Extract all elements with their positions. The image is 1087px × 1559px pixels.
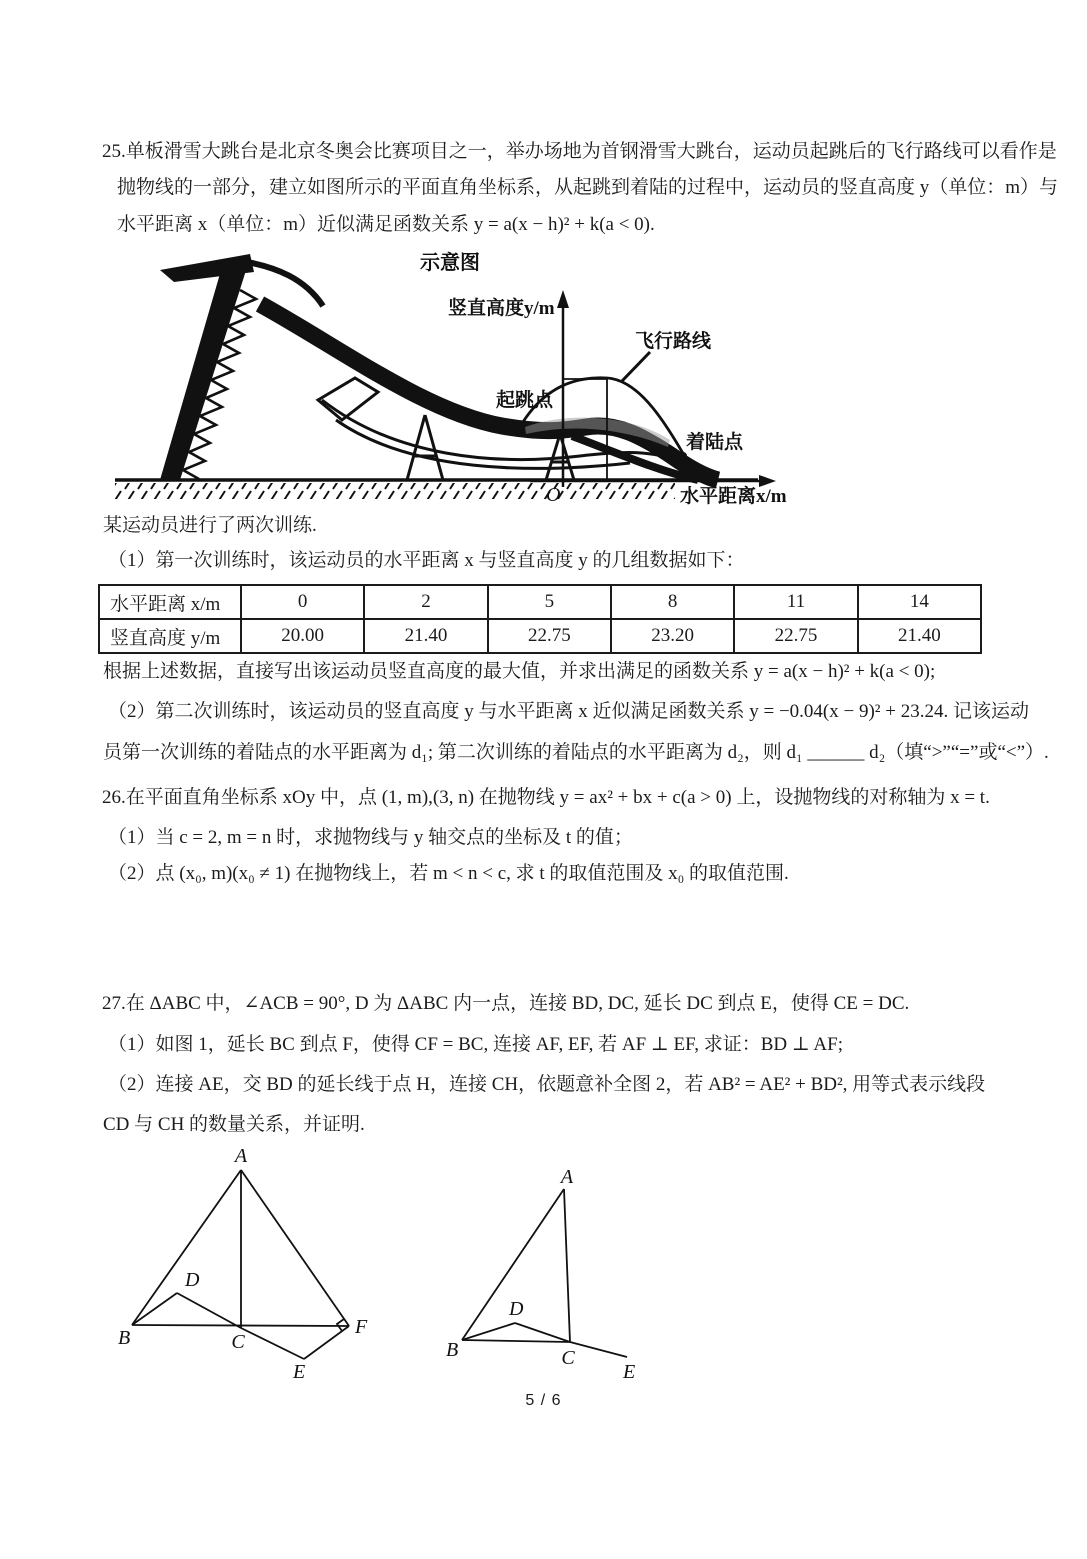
- p26-part-2: （2）点 (x₀, m)(x₀ ≠ 1) 在抛物线上，若 m < n < c, 求 t 的取值范围及 x₀ 的取值范围.: [108, 863, 789, 884]
- fig1-label-D: D: [185, 1269, 200, 1291]
- fig2-label-A: A: [560, 1170, 574, 1188]
- fig1-label-A: A: [234, 1145, 248, 1167]
- data-table: [98, 584, 982, 654]
- fig2-label-E: E: [623, 1361, 636, 1383]
- table-cell: 21.40: [858, 619, 981, 653]
- landing-point-marker: [679, 452, 687, 460]
- fig2-label-C: C: [561, 1347, 575, 1369]
- p27-part-2-line-1: （2）连接 AE，交 BD 的延长线于点 H，连接 CH，依题意补全图 2，若 AB² = AE² + BD², 用等式表示线段: [108, 1074, 986, 1095]
- table-cell: 11: [734, 585, 857, 619]
- flight-label-leader: [622, 352, 650, 381]
- origin-label: O: [546, 484, 561, 506]
- p25-part2-line-1: （2）第二次训练时，该运动员的竖直高度 y 与水平距离 x 近似满足函数关系 y = −0.04(x − 9)² + 23.24. 记该运动: [108, 701, 1029, 722]
- page-number: 5 / 6: [525, 1392, 562, 1409]
- p25-line-2: 抛物线的一部分，建立如图所示的平面直角坐标系，从起跳到着陆的过程中，运动员的竖直高度 y（单位：m）与: [117, 177, 1059, 198]
- p25-training-note: 某运动员进行了两次训练.: [103, 515, 317, 536]
- table-cell: 8: [611, 585, 734, 619]
- table-row-y: [99, 619, 981, 653]
- table-cell: 20.00: [241, 619, 364, 653]
- tower-structure: [160, 254, 323, 480]
- p27-part-2-line-2: CD 与 CH 的数量关系，并证明.: [103, 1114, 365, 1135]
- table-cell: 5: [488, 585, 611, 619]
- p26-line-1: 26.在平面直角坐标系 xOy 中，点 (1, m),(3, n) 在抛物线 y = ax² + bx + c(a > 0) 上，设抛物线的对称轴为 x = t.: [102, 787, 990, 808]
- landing-label: 着陆点: [686, 432, 744, 453]
- table-cell: 21.40: [364, 619, 487, 653]
- p25-line-3: 水平距离 x（单位：m）近似满足函数关系 y = a(x − h)² + k(a < 0).: [117, 214, 655, 235]
- fig1-label-B: B: [118, 1327, 131, 1349]
- p25-part2-line-2: 员第一次训练的着陆点的水平距离为 d₁; 第二次训练的着陆点的水平距离为 d₂，则 d₁ ______ d₂（填“>”“=”或“<”）.: [103, 742, 1049, 763]
- fig1-label-E: E: [293, 1361, 306, 1383]
- table-cell: 23.20: [611, 619, 734, 653]
- table-row-header: 竖直高度 y/m: [99, 619, 241, 653]
- y-axis-arrow-icon: [557, 290, 569, 308]
- table-cell: 14: [858, 585, 981, 619]
- ground: [115, 480, 758, 499]
- table-cell: 22.75: [734, 619, 857, 653]
- p27-part-1: （1）如图 1，延长 BC 到点 F，使得 CF = BC, 连接 AF, EF, 若 AF ⊥ EF, 求证：BD ⊥ AF;: [108, 1034, 843, 1055]
- figure-2-lines: [462, 1189, 627, 1357]
- table-cell: 2: [364, 585, 487, 619]
- fig1-label-C: C: [231, 1331, 245, 1353]
- y-axis-label: 竖直高度y/m: [448, 298, 555, 319]
- fig1-label-F: F: [355, 1316, 368, 1338]
- x-axis-label: 水平距离x/m: [680, 486, 787, 507]
- ski-jump-schematic: [110, 250, 800, 510]
- flight-path-label: 飞行路线: [635, 331, 712, 352]
- p25-part1-intro: （1）第一次训练时，该运动员的水平距离 x 与竖直高度 y 的几组数据如下：: [108, 550, 745, 571]
- right-angle-mark: [337, 1319, 344, 1331]
- schematic-title: 示意图: [420, 252, 480, 274]
- p26-part-1: （1）当 c = 2, m = n 时，求抛物线与 y 轴交点的坐标及 t 的值；: [108, 827, 633, 848]
- table-cell: 0: [241, 585, 364, 619]
- fig2-label-D: D: [509, 1298, 524, 1320]
- figure-1-triangle: [100, 1145, 390, 1390]
- takeoff-label: 起跳点: [496, 390, 554, 411]
- p25-after-table: 根据上述数据，直接写出该运动员竖直高度的最大值，并求出满足的函数关系 y = a(x − h)² + k(a < 0);: [103, 661, 936, 682]
- fig2-label-B: B: [446, 1339, 459, 1361]
- figure-2-triangle: [420, 1170, 660, 1390]
- table-row-x: [99, 585, 981, 619]
- p25-line-1: 25.单板滑雪大跳台是北京冬奥会比赛项目之一，举办场地为首钢滑雪大跳台，运动员起跳后的飞行路线可以看作是: [102, 141, 1057, 162]
- p27-line-1: 27.在 ΔABC 中，∠ACB = 90°, D 为 ΔABC 内一点，连接 BD, DC, 延长 DC 到点 E，使得 CE = DC.: [102, 993, 910, 1014]
- table-cell: 22.75: [488, 619, 611, 653]
- table-row-header: 水平距离 x/m: [99, 585, 241, 619]
